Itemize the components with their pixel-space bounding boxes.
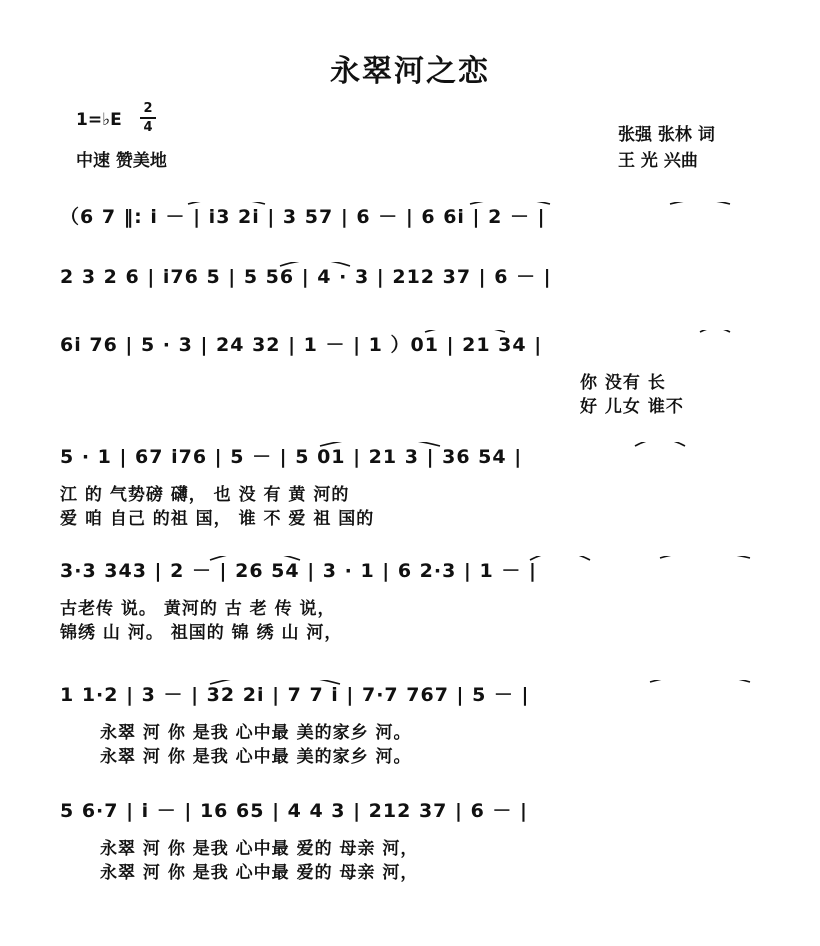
composer-credit: 王 光 兴曲 (618, 151, 698, 171)
lyric-verse-2: 永翠 河 你 是我 心中最 爱的 母亲 河， (100, 863, 419, 883)
lyric-verse-1: 古老传 说。 黄河的 古 老 传 说， (60, 599, 336, 619)
lyricist-credit: 张强 张林 词 (618, 125, 715, 145)
notes-line: 3·3 343 | 2 － | 26 54 | 3 · 1 | 6 2·3 | 1 － | (60, 560, 537, 582)
tempo-marking: 中速 赞美地 (76, 151, 167, 171)
score-row-7 (60, 796, 760, 946)
slurs (60, 556, 760, 596)
slurs (60, 262, 760, 302)
lyric-verse-2: 好 儿女 谁不 (580, 397, 684, 417)
lyric-verse-2: 永翠 河 你 是我 心中最 美的家乡 河。 (100, 747, 412, 767)
slurs (60, 202, 760, 242)
time-signature (140, 101, 156, 135)
lyric-verse-2: 锦绣 山 河。 祖国的 锦 绣 山 河， (60, 623, 343, 643)
slurs (60, 680, 760, 720)
time-sig-bottom: 4 (143, 120, 153, 135)
notes-line: （6 7 ‖: i － | i3 2i | 3 57 | 6 － | 6 6i | 2 － | (60, 206, 546, 228)
notes-line: 2 3 2 6 | i76 5 | 5 56 | 4 · 3 | 212 37 | 6 － | (60, 266, 552, 288)
time-sig-top: 2 (143, 101, 153, 116)
notes-line: 6i 76 | 5 · 3 | 24 32 | 1 － | 1 ）01 | 21 34 | (60, 334, 543, 356)
notes-line: 1 1·2 | 3 － | 32 2i | 7 7 i | 7·7 767 | 5 － | (60, 684, 530, 706)
lyric-verse-2: 爱 咱 自己 的祖 国， 谁 不 爱 祖 国的 (60, 509, 375, 529)
slurs (60, 442, 760, 482)
lyric-verse-1: 江 的 气势磅 礴， 也 没 有 黄 河的 (60, 485, 350, 505)
key-signature: 1=♭E (76, 110, 122, 130)
lyric-verse-1: 永翠 河 你 是我 心中最 爱的 母亲 河， (100, 839, 419, 859)
slurs (60, 796, 760, 836)
notes-line: 5 · 1 | 67 i76 | 5 － | 5 01 | 21 3 | 36 54 | (60, 446, 523, 468)
lyric-verse-1: 永翠 河 你 是我 心中最 美的家乡 河。 (100, 723, 412, 743)
notes-line: 5 6·7 | i － | 16 65 | 4 4 3 | 212 37 | 6 － | (60, 800, 528, 822)
lyric-verse-1: 你 没有 长 (580, 373, 666, 393)
slurs (60, 330, 760, 370)
song-title: 永翠河之恋 (330, 54, 490, 89)
